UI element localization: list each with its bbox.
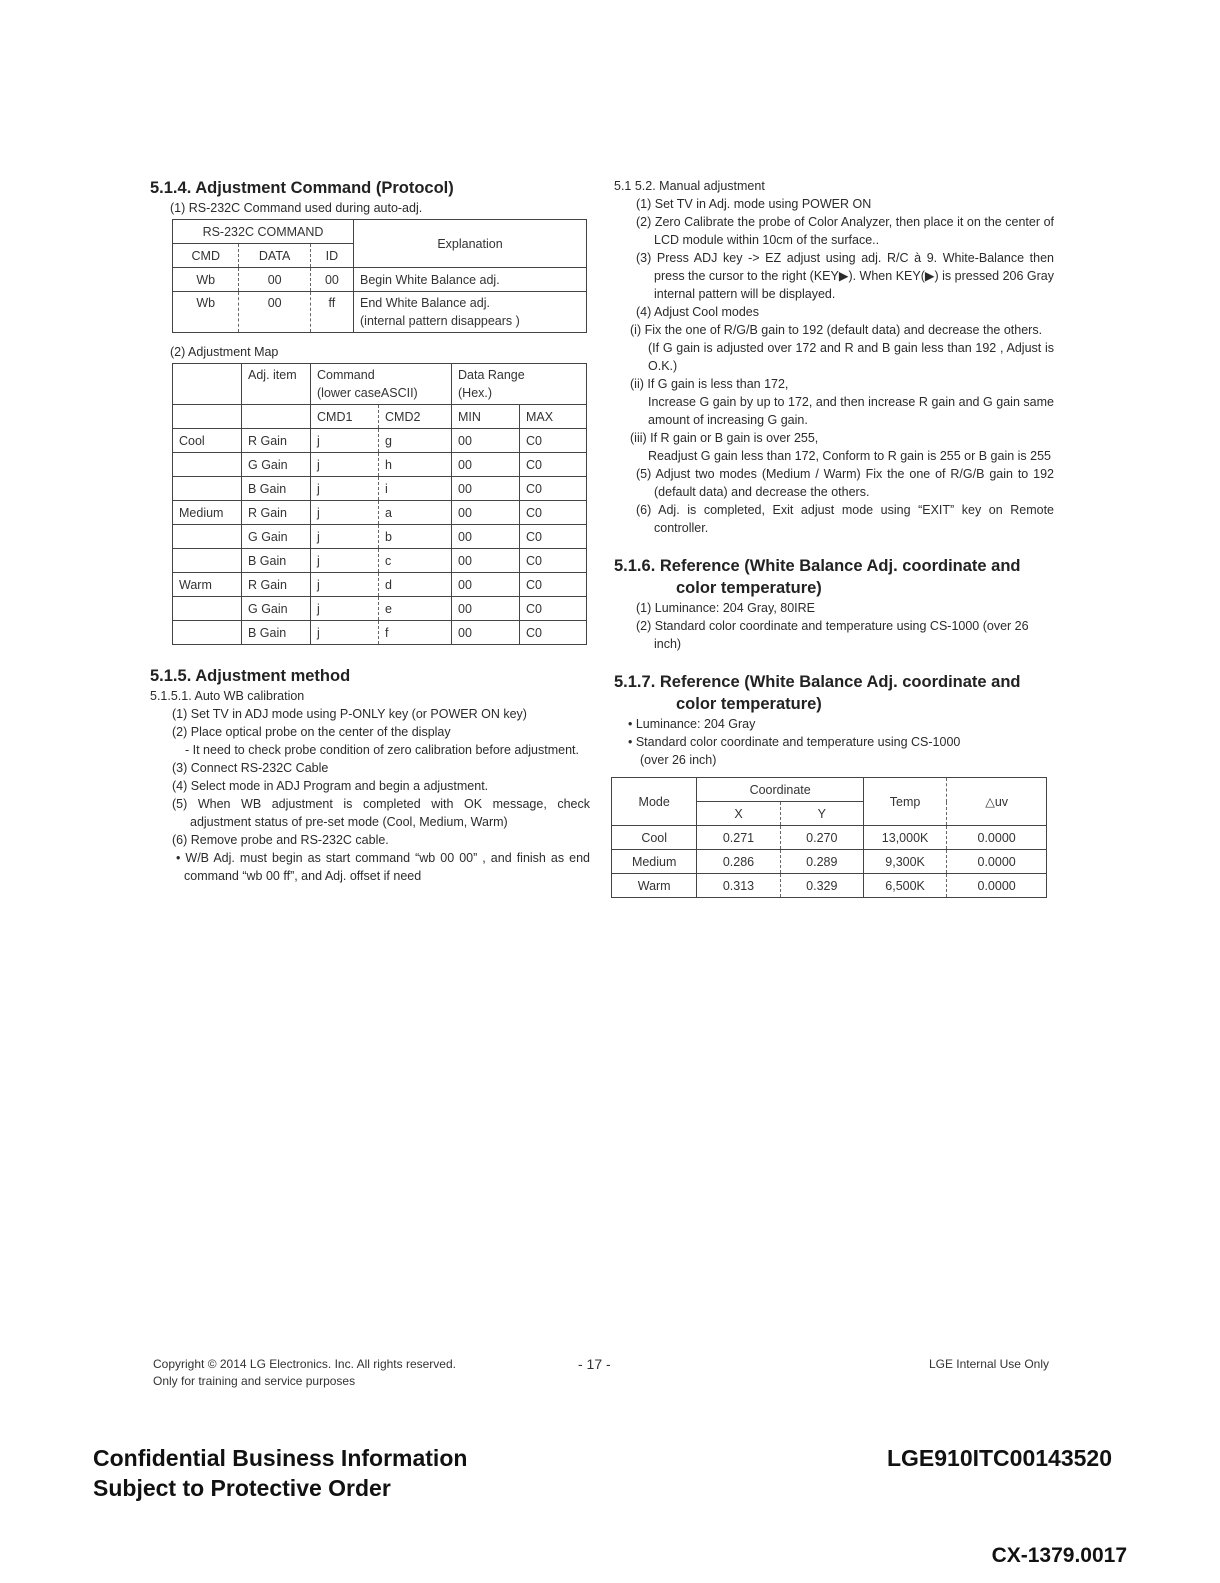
map-item-cell: B Gain <box>242 621 311 645</box>
th-delta-uv: △uv <box>947 778 1047 826</box>
manual-step-4: (4) Adjust Cool modes <box>636 305 759 319</box>
cell <box>173 364 242 405</box>
cell <box>354 292 587 333</box>
ref-y-cell: 0.289 <box>780 850 863 874</box>
map-item-cell: G Gain <box>242 597 311 621</box>
map-min-cell: 00 <box>452 429 520 453</box>
manual-step-4-ii-detail: Increase G gain by up to 172, and then increase R gain and G gain same amount of increasing G gain. <box>648 395 1054 427</box>
th-explanation: Explanation <box>354 220 587 268</box>
map-item-cell: B Gain <box>242 477 311 501</box>
map-min-cell: 00 <box>452 597 520 621</box>
map-cmd2-cell: d <box>379 573 452 597</box>
table-row <box>173 525 587 549</box>
adjustment-map-table <box>172 363 587 645</box>
map-mode-cell <box>173 597 242 621</box>
table-row <box>173 549 587 573</box>
map-min-cell: 00 <box>452 549 520 573</box>
th-rs232: RS-232C COMMAND <box>173 220 354 244</box>
section-5151-title: 5.1.5.1. Auto WB calibration <box>150 689 305 703</box>
cell: 00 <box>239 292 310 333</box>
map-min-cell: 00 <box>452 477 520 501</box>
map-cmd1-cell: j <box>311 549 379 573</box>
section-514-heading: 5.1.4. Adjustment Command (Protocol) <box>150 179 454 197</box>
expl-line: End White Balance adj. <box>360 296 490 310</box>
confidential-stamp <box>93 1443 467 1503</box>
th-data: DATA <box>239 244 310 268</box>
section-5152-title: 5.1 5.2. Manual adjustment <box>614 179 765 193</box>
th-command <box>311 364 452 405</box>
table-row <box>612 874 1047 898</box>
map-item-cell: B Gain <box>242 549 311 573</box>
internal-use-text: LGE Internal Use Only <box>928 1357 1049 1371</box>
cell: 00 <box>310 268 353 292</box>
section-516-heading <box>614 555 1054 599</box>
auto-step-2: (2) Place optical probe on the center of the display <box>172 725 451 739</box>
map-cmd1-cell: j <box>311 429 379 453</box>
ref-uv-cell: 0.0000 <box>947 874 1047 898</box>
cell <box>242 405 311 429</box>
th-min: MIN <box>452 405 520 429</box>
th-command-line: Command <box>317 368 375 382</box>
th-y: Y <box>780 802 863 826</box>
th-mode: Mode <box>612 778 697 826</box>
map-min-cell: 00 <box>452 621 520 645</box>
auto-step-2-note: - It need to check probe condition of zero calibration before adjustment. <box>185 743 579 757</box>
map-cmd1-cell: j <box>311 621 379 645</box>
ref-y-cell: 0.329 <box>780 874 863 898</box>
auto-step-3: (3) Connect RS-232C Cable <box>172 761 329 775</box>
training-text: Only for training and service purposes <box>153 1374 356 1388</box>
confidential-line: Confidential Business Information <box>93 1445 468 1471</box>
map-mode-cell <box>173 621 242 645</box>
table-row <box>173 621 587 645</box>
th-cmd: CMD <box>173 244 239 268</box>
footer-left <box>153 1356 456 1390</box>
map-cmd2-cell: f <box>379 621 452 645</box>
th-max: MAX <box>520 405 587 429</box>
map-cmd2-cell: h <box>379 453 452 477</box>
map-mode-cell <box>173 525 242 549</box>
table-row <box>612 850 1047 874</box>
map-cmd2-cell: c <box>379 549 452 573</box>
map-max-cell: C0 <box>520 501 587 525</box>
ref-uv-cell: 0.0000 <box>947 850 1047 874</box>
th-command-line: (lower caseASCII) <box>317 386 418 400</box>
map-item-cell: G Gain <box>242 525 311 549</box>
map-cmd2-cell: i <box>379 477 452 501</box>
map-mode-cell: Cool <box>173 429 242 453</box>
table-row <box>173 292 587 333</box>
cell: ff <box>310 292 353 333</box>
table-row <box>173 453 587 477</box>
manual-step-3: (3) Press ADJ key -> EZ adjust using adj. R/C à 9. White-Balance then press the cursor to the right (KEY▶). When KEY(▶) is pressed 206 Gray internal pattern will be displayed. <box>636 251 1054 301</box>
rs232-command-table <box>172 219 587 333</box>
confidential-line: Subject to Protective Order <box>93 1475 391 1501</box>
th-cmd1: CMD1 <box>311 405 379 429</box>
map-cmd2-cell: g <box>379 429 452 453</box>
map-max-cell: C0 <box>520 621 587 645</box>
th-range-line: Data Range <box>458 368 525 382</box>
table-row <box>612 826 1047 850</box>
auto-step-5: (5) When WB adjustment is completed with OK message, check adjustment status of pre-set mode (Cool, Medium, Warm) <box>172 797 590 829</box>
map-max-cell: C0 <box>520 429 587 453</box>
th-range-line: (Hex.) <box>458 386 493 400</box>
ref-mode-cell: Warm <box>612 874 697 898</box>
map-item-cell: R Gain <box>242 429 311 453</box>
map-cmd1-cell: j <box>311 573 379 597</box>
section-517-heading <box>614 671 1054 715</box>
map-mode-cell <box>173 453 242 477</box>
map-item-cell: G Gain <box>242 453 311 477</box>
adjustment-map-label: (2) Adjustment Map <box>170 345 279 359</box>
heading-line: 5.1.7. Reference (White Balance Adj. coordinate and <box>614 673 1021 691</box>
copyright-text: Copyright © 2014 LG Electronics. Inc. All rights reserved. <box>153 1357 456 1371</box>
manual-step-1: (1) Set TV in Adj. mode using POWER ON <box>636 197 872 211</box>
ref517-standard-note: (over 26 inch) <box>640 753 717 767</box>
map-cmd1-cell: j <box>311 453 379 477</box>
th-cmd2: CMD2 <box>379 405 452 429</box>
auto-wb-note: • W/B Adj. must begin as start command “wb 00 00” , and finish as end command “wb 00 ff”, and Adj. offset if need <box>176 851 590 883</box>
table-row <box>173 597 587 621</box>
ref517-standard: • Standard color coordinate and temperature using CS-1000 <box>628 735 961 749</box>
map-cmd1-cell: j <box>311 597 379 621</box>
map-max-cell: C0 <box>520 549 587 573</box>
auto-step-1: (1) Set TV in ADJ mode using P-ONLY key (or POWER ON key) <box>172 707 527 721</box>
ref-x-cell: 0.313 <box>697 874 780 898</box>
reference-table <box>611 777 1047 898</box>
th-coordinate: Coordinate <box>697 778 864 802</box>
ref-temp-cell: 13,000K <box>863 826 946 850</box>
page-number: - 17 - <box>578 1356 611 1372</box>
map-min-cell: 00 <box>452 573 520 597</box>
map-max-cell: C0 <box>520 477 587 501</box>
map-min-cell: 00 <box>452 453 520 477</box>
map-min-cell: 00 <box>452 525 520 549</box>
table-row <box>173 501 587 525</box>
map-max-cell: C0 <box>520 573 587 597</box>
ref516-standard: (2) Standard color coordinate and temperature using CS-1000 (over 26 inch) <box>636 619 1029 651</box>
expl-line: (internal pattern disappears ) <box>360 314 520 328</box>
th-x: X <box>697 802 780 826</box>
map-max-cell: C0 <box>520 453 587 477</box>
map-mode-cell <box>173 549 242 573</box>
ref-y-cell: 0.270 <box>780 826 863 850</box>
heading-line: color temperature) <box>676 695 822 713</box>
ref517-luminance: • Luminance: 204 Gray <box>628 717 756 731</box>
table-row <box>173 573 587 597</box>
manual-step-5: (5) Adjust two modes (Medium / Warm) Fix the one of R/G/B gain to 192 (default data) and decrease the others. <box>636 467 1054 499</box>
map-cmd2-cell: b <box>379 525 452 549</box>
th-data-range <box>452 364 587 405</box>
ref-uv-cell: 0.0000 <box>947 826 1047 850</box>
ref-x-cell: 0.271 <box>697 826 780 850</box>
map-mode-cell <box>173 477 242 501</box>
th-temp: Temp <box>863 778 946 826</box>
heading-line: color temperature) <box>676 579 822 597</box>
manual-step-4-i: (i) Fix the one of R/G/B gain to 192 (default data) and decrease the others. <box>630 323 1043 337</box>
table-row <box>173 268 587 292</box>
heading-line: 5.1.6. Reference (White Balance Adj. coordinate and <box>614 557 1021 575</box>
ref516-luminance: (1) Luminance: 204 Gray, 80IRE <box>636 601 816 615</box>
manual-step-6: (6) Adj. is completed, Exit adjust mode using “EXIT” key on Remote controller. <box>636 503 1054 535</box>
map-item-cell: R Gain <box>242 573 311 597</box>
map-cmd2-cell: a <box>379 501 452 525</box>
manual-step-4-iii: (iii) If R gain or B gain is over 255, <box>630 431 819 445</box>
right-column <box>614 177 1054 898</box>
ref-temp-cell: 9,300K <box>863 850 946 874</box>
map-max-cell: C0 <box>520 597 587 621</box>
ref-temp-cell: 6,500K <box>863 874 946 898</box>
map-cmd1-cell: j <box>311 525 379 549</box>
bates-number: LGE910ITC00143520 <box>886 1445 1112 1471</box>
left-column <box>150 177 590 885</box>
ref-mode-cell: Cool <box>612 826 697 850</box>
exhibit-number: CX-1379.0017 <box>991 1544 1127 1567</box>
th-id: ID <box>310 244 353 268</box>
cell: 00 <box>239 268 310 292</box>
th-adj-item: Adj. item <box>242 364 311 405</box>
auto-step-4: (4) Select mode in ADJ Program and begin a adjustment. <box>172 779 489 793</box>
manual-step-4-ii: (ii) If G gain is less than 172, <box>630 377 789 391</box>
map-cmd1-cell: j <box>311 477 379 501</box>
table-row <box>173 429 587 453</box>
manual-step-4-iii-detail: Readjust G gain less than 172, Conform to R gain is 255 or B gain is 255 <box>648 449 1052 463</box>
section-515-heading: 5.1.5. Adjustment method <box>150 667 351 685</box>
map-min-cell: 00 <box>452 501 520 525</box>
map-cmd2-cell: e <box>379 597 452 621</box>
map-max-cell: C0 <box>520 525 587 549</box>
ref-mode-cell: Medium <box>612 850 697 874</box>
map-mode-cell: Warm <box>173 573 242 597</box>
cell <box>173 405 242 429</box>
rs232-intro: (1) RS-232C Command used during auto-adj. <box>170 201 423 215</box>
cell: Wb <box>173 292 239 333</box>
ref-x-cell: 0.286 <box>697 850 780 874</box>
map-mode-cell: Medium <box>173 501 242 525</box>
table-row <box>173 477 587 501</box>
map-cmd1-cell: j <box>311 501 379 525</box>
auto-step-6: (6) Remove probe and RS-232C cable. <box>172 833 389 847</box>
map-item-cell: R Gain <box>242 501 311 525</box>
cell: Wb <box>173 268 239 292</box>
manual-step-2: (2) Zero Calibrate the probe of Color Analyzer, then place it on the center of LCD module within 10cm of the surface.. <box>636 215 1054 247</box>
manual-step-4-i-note: (If G gain is adjusted over 172 and R and B gain less than 192 , Adjust is O.K.) <box>648 341 1054 373</box>
cell: Begin White Balance adj. <box>354 268 587 292</box>
